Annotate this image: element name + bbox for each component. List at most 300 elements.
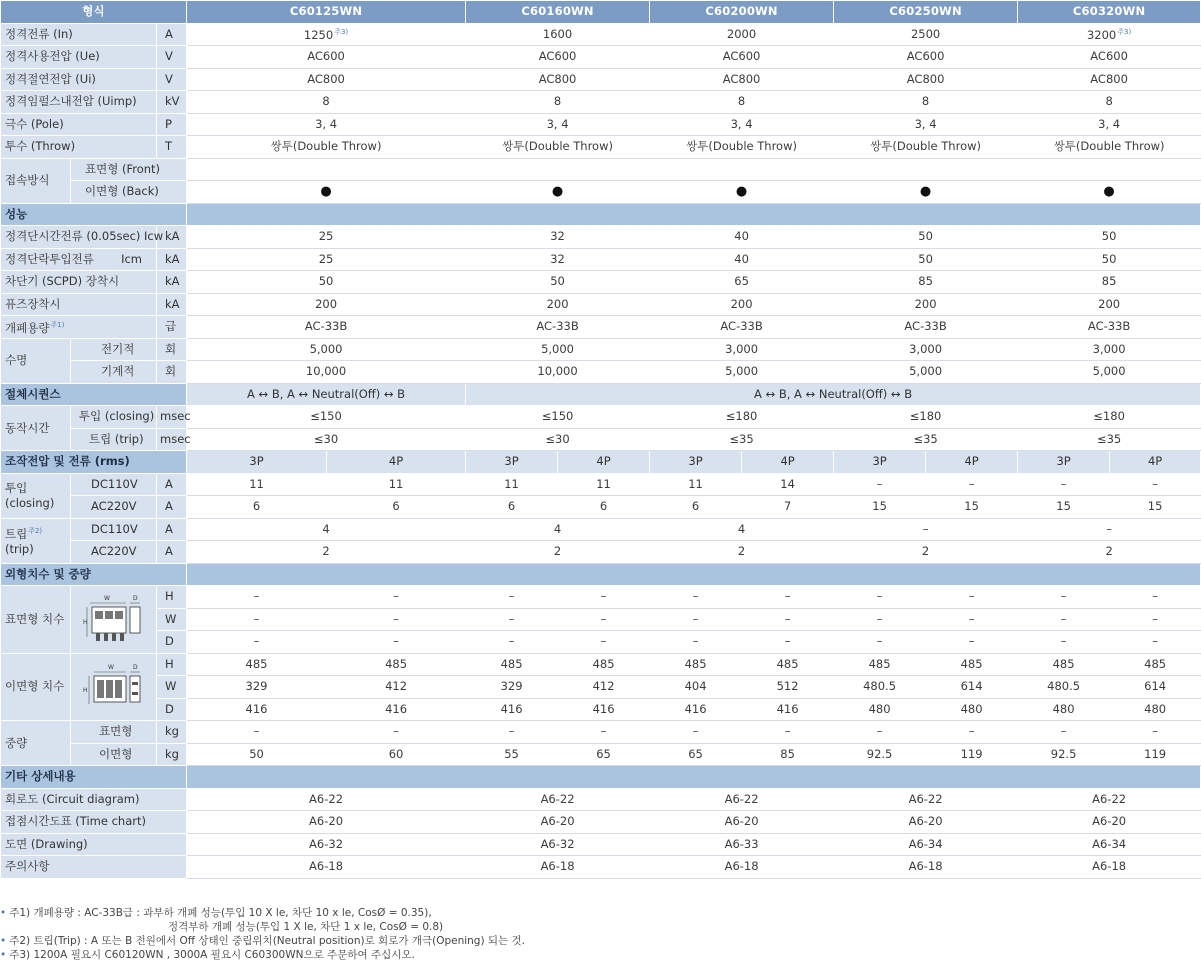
page-reference: A6-34 — [834, 833, 1018, 856]
table-cell — [1018, 158, 1201, 181]
unit-label: kV — [157, 91, 187, 114]
row-label: 퓨즈장착시 — [1, 293, 157, 316]
row-label: 투입 (closing) — [1, 473, 71, 518]
table-cell: AC600 — [650, 46, 834, 69]
page-reference: A6-18 — [1018, 856, 1201, 879]
table-cell: 85 — [742, 743, 834, 766]
table-cell: AC800 — [187, 68, 466, 91]
unit-label: P — [157, 113, 187, 136]
table-cell — [187, 158, 466, 181]
table-cell: 15 — [926, 496, 1018, 519]
table-cell: – — [466, 631, 558, 654]
table-cell: – — [558, 631, 650, 654]
table-cell: 485 — [742, 653, 834, 676]
table-cell: – — [926, 473, 1018, 496]
table-cell: ≤180 — [834, 406, 1018, 429]
table-cell: – — [558, 721, 650, 744]
table-cell: AC600 — [187, 46, 466, 69]
unit-label: msec — [157, 428, 187, 451]
row-label: 도면 (Drawing) — [1, 833, 187, 856]
table-cell: – — [834, 473, 926, 496]
table-cell: 416 — [187, 698, 327, 721]
table-cell: 480 — [834, 698, 926, 721]
page-reference: A6-33 — [650, 833, 834, 856]
table-cell: 404 — [650, 676, 742, 699]
sub-label: 기계적 — [71, 361, 157, 384]
table-cell: 416 — [650, 698, 742, 721]
table-cell: – — [834, 586, 926, 609]
section-title: 성능 — [1, 203, 187, 226]
table-cell: 614 — [926, 676, 1018, 699]
table-row — [1, 113, 1201, 136]
table-cell: 119 — [926, 743, 1018, 766]
table-cell: 1600 — [466, 23, 650, 46]
table-cell: – — [466, 586, 558, 609]
pole-label: 3P — [834, 451, 926, 474]
table-cell: 480.5 — [1018, 676, 1110, 699]
bullet-mark: ● — [650, 181, 834, 204]
table-cell: – — [1018, 518, 1201, 541]
table-cell: AC800 — [650, 68, 834, 91]
table-cell: 14 — [742, 473, 834, 496]
table-row — [1, 811, 1201, 834]
table-cell: 8 — [834, 91, 1018, 114]
unit-label: T — [157, 136, 187, 159]
table-cell: – — [926, 608, 1018, 631]
page-reference: A6-22 — [650, 788, 834, 811]
table-cell: 65 — [558, 743, 650, 766]
sub-label: 이면형 — [71, 743, 157, 766]
table-row — [1, 428, 1201, 451]
row-label: 동작시간 — [1, 406, 71, 451]
table-cell: 200 — [187, 293, 466, 316]
unit-label: H — [157, 653, 187, 676]
unit-label: A — [157, 518, 187, 541]
table-cell: 4 — [187, 518, 466, 541]
section-row — [1, 383, 1201, 406]
footnote: • 주1) 개폐용량 : AC-33B급 : 과부하 개폐 성능(투입 10 X le, 차단 10 x le, CosØ = 0.35), — [0, 907, 432, 919]
table-cell: AC800 — [834, 68, 1018, 91]
page-reference: A6-20 — [1018, 811, 1201, 834]
sub-label: AC220V — [71, 541, 157, 564]
table-cell: 10,000 — [466, 361, 650, 384]
table-cell: – — [327, 631, 466, 654]
table-cell: 3,000 — [1018, 338, 1201, 361]
section-row — [1, 203, 1201, 226]
sub-label: DC110V — [71, 473, 157, 496]
row-label: 이면형 치수 — [1, 653, 71, 721]
table-cell: 15 — [1018, 496, 1110, 519]
table-cell: 3, 4 — [466, 113, 650, 136]
table-cell: AC-33B — [187, 316, 466, 339]
table-cell: – — [926, 586, 1018, 609]
table-cell: 485 — [558, 653, 650, 676]
svg-text:W: W — [107, 663, 114, 671]
table-cell: 3, 4 — [187, 113, 466, 136]
table-cell: 6 — [187, 496, 327, 519]
table-cell: – — [1110, 473, 1201, 496]
unit-label: A — [157, 541, 187, 564]
sub-label: 표면형 — [71, 721, 157, 744]
table-cell: 5,000 — [187, 338, 466, 361]
table-cell: AC800 — [466, 68, 650, 91]
sub-label: DC110V — [71, 518, 157, 541]
bullet-icon: • — [0, 935, 7, 947]
table-cell: ≤180 — [650, 406, 834, 429]
table-cell: 485 — [187, 653, 327, 676]
table-cell: 4 — [650, 518, 834, 541]
table-cell: 6 — [466, 496, 558, 519]
table-cell: 11 — [558, 473, 650, 496]
table-cell: 200 — [650, 293, 834, 316]
svg-text:H: H — [82, 686, 88, 694]
pole-label: 4P — [558, 451, 650, 474]
table-cell: 11 — [187, 473, 327, 496]
table-cell: 412 — [558, 676, 650, 699]
table-cell: 10,000 — [187, 361, 466, 384]
row-label: 투수 (Throw) — [1, 136, 157, 159]
table-cell: 55 — [466, 743, 558, 766]
bullet-mark: ● — [187, 181, 466, 204]
note-marker: 주1) — [50, 320, 65, 329]
table-cell — [466, 158, 650, 181]
table-cell: 416 — [742, 698, 834, 721]
table-cell: $3200^{주3)}$ — [1018, 23, 1201, 46]
sub-label: 이면형 (Back) — [71, 181, 187, 204]
svg-text:D: D — [132, 595, 138, 603]
table-cell: – — [926, 721, 1018, 744]
svg-text:W: W — [103, 595, 110, 603]
table-cell: AC-33B — [834, 316, 1018, 339]
type-header: 형식 — [1, 1, 187, 24]
page-reference: A6-18 — [466, 856, 650, 879]
table-cell: – — [926, 631, 1018, 654]
row-label: 정격임펄스내전압 (Uimp) — [1, 91, 157, 114]
section-title: 조작전압 및 전류 (rms) — [1, 451, 187, 474]
table-cell: 485 — [466, 653, 558, 676]
table-cell: – — [466, 721, 558, 744]
table-cell: 50 — [834, 248, 1018, 271]
table-cell: 50 — [1018, 248, 1201, 271]
table-row — [1, 631, 1201, 654]
bullet-mark: ● — [834, 181, 1018, 204]
table-cell: AC-33B — [1018, 316, 1201, 339]
table-cell: 6 — [327, 496, 466, 519]
table-cell: – — [1018, 473, 1110, 496]
table-cell: 15 — [1110, 496, 1201, 519]
pole-label: 4P — [1110, 451, 1201, 474]
table-cell — [834, 158, 1018, 181]
table-cell: – — [834, 721, 926, 744]
table-cell: 412 — [327, 676, 466, 699]
table-row — [1, 833, 1201, 856]
table-row — [1, 856, 1201, 879]
table-cell: 40 — [650, 248, 834, 271]
unit-label: kA — [157, 226, 187, 249]
table-cell: – — [558, 608, 650, 631]
table-cell: – — [650, 586, 742, 609]
pole-label: 4P — [926, 451, 1018, 474]
table-cell: 32 — [466, 226, 650, 249]
table-cell: – — [742, 631, 834, 654]
table-cell: 85 — [1018, 271, 1201, 294]
table-cell: 512 — [742, 676, 834, 699]
unit-label: W — [157, 676, 187, 699]
table-cell: – — [650, 631, 742, 654]
pole-label: 4P — [742, 451, 834, 474]
section-row — [1, 766, 1201, 789]
bullet-icon: • — [0, 907, 7, 919]
row-label: 개폐용량$^{주1)}$ — [1, 316, 157, 339]
table-cell: 25 — [187, 226, 466, 249]
footnotes — [0, 906, 1200, 962]
table-cell: – — [1110, 631, 1201, 654]
table-cell: 11 — [327, 473, 466, 496]
table-cell: 32 — [466, 248, 650, 271]
table-cell: 480 — [926, 698, 1018, 721]
table-cell: – — [1110, 721, 1201, 744]
sub-label: 트립 (trip) — [71, 428, 157, 451]
page-reference: A6-22 — [466, 788, 650, 811]
row-label: 정격단락투입전류 Icm — [1, 248, 157, 271]
unit-label: 회 — [157, 338, 187, 361]
table-cell: 200 — [466, 293, 650, 316]
table-cell: ≤150 — [466, 406, 650, 429]
header-row — [1, 1, 1201, 24]
table-row — [1, 788, 1201, 811]
symbol-label: Icm — [121, 251, 142, 266]
unit-label: 급 — [157, 316, 187, 339]
table-cell: 416 — [327, 698, 466, 721]
sub-label: 투입 (closing) — [71, 406, 157, 429]
table-cell: 485 — [327, 653, 466, 676]
sub-label: AC220V — [71, 496, 157, 519]
table-cell — [650, 158, 834, 181]
table-cell: 50 — [466, 271, 650, 294]
table-cell: 50 — [187, 743, 327, 766]
unit-label: H — [157, 586, 187, 609]
model-header: C60320WN — [1018, 1, 1201, 24]
table-cell: 614 — [1110, 676, 1201, 699]
page-reference: A6-22 — [834, 788, 1018, 811]
table-cell: 200 — [834, 293, 1018, 316]
table-cell: ≤150 — [187, 406, 466, 429]
table-cell: 92.5 — [834, 743, 926, 766]
table-cell: – — [327, 721, 466, 744]
table-row — [1, 248, 1201, 271]
table-cell: – — [1018, 586, 1110, 609]
table-cell: 쌍투(Double Throw) — [834, 136, 1018, 159]
svg-text:D: D — [132, 663, 138, 671]
page-reference: A6-32 — [187, 833, 466, 856]
table-cell: 7 — [742, 496, 834, 519]
bullet-mark: ● — [1018, 181, 1201, 204]
table-cell: ≤35 — [834, 428, 1018, 451]
table-cell: 8 — [466, 91, 650, 114]
table-cell: – — [742, 608, 834, 631]
table-cell: – — [1110, 608, 1201, 631]
page-reference: A6-20 — [650, 811, 834, 834]
sequence-cell: A ↔ B, A ↔ Neutral(Off) ↔ B — [187, 383, 466, 406]
table-cell: 2 — [834, 541, 1018, 564]
page-reference: A6-18 — [650, 856, 834, 879]
table-cell: – — [834, 608, 926, 631]
table-cell: 50 — [187, 271, 466, 294]
unit-label: V — [157, 68, 187, 91]
table-cell: 60 — [327, 743, 466, 766]
model-header: C60125WN — [187, 1, 466, 24]
table-cell: 8 — [1018, 91, 1201, 114]
note-marker: 주3) — [1117, 28, 1132, 37]
table-cell: 2500 — [834, 23, 1018, 46]
note-marker: 주2) — [28, 527, 43, 536]
unit-label: D — [157, 631, 187, 654]
table-cell: 480.5 — [834, 676, 926, 699]
table-cell: 5,000 — [650, 361, 834, 384]
table-cell: 40 — [650, 226, 834, 249]
table-cell: – — [1110, 586, 1201, 609]
table-cell: – — [742, 721, 834, 744]
table-cell: – — [187, 631, 327, 654]
unit-label: kA — [157, 293, 187, 316]
section-title: 기타 상세내용 — [1, 766, 187, 789]
pole-label: 3P — [187, 451, 327, 474]
table-cell: 2 — [650, 541, 834, 564]
page-reference: A6-22 — [1018, 788, 1201, 811]
bullet-icon: • — [0, 949, 7, 961]
table-cell: 92.5 — [1018, 743, 1110, 766]
unit-label: kA — [157, 271, 187, 294]
breaker-front-icon — [82, 593, 146, 645]
sub-label: 표면형 (Front) — [71, 158, 187, 181]
table-cell: 8 — [187, 91, 466, 114]
row-label: 정격사용전압 (Ue) — [1, 46, 157, 69]
table-cell: 480 — [1110, 698, 1201, 721]
table-cell: ≤35 — [650, 428, 834, 451]
row-label: 중량 — [1, 721, 71, 766]
page-reference: A6-20 — [834, 811, 1018, 834]
table-cell: 50 — [834, 226, 1018, 249]
pole-label: 3P — [650, 451, 742, 474]
table-cell: 65 — [650, 743, 742, 766]
table-row — [1, 23, 1201, 46]
table-cell: – — [327, 586, 466, 609]
unit-label: D — [157, 698, 187, 721]
page-reference: A6-34 — [1018, 833, 1201, 856]
table-cell: 485 — [1110, 653, 1201, 676]
table-row — [1, 91, 1201, 114]
row-label: 표면형 치수 — [1, 586, 71, 654]
table-cell: 11 — [650, 473, 742, 496]
table-row — [1, 46, 1201, 69]
table-cell: 485 — [650, 653, 742, 676]
unit-label: A — [157, 496, 187, 519]
back-dimension-diagram — [71, 653, 157, 721]
table-row — [1, 721, 1201, 744]
table-cell: AC600 — [1018, 46, 1201, 69]
row-label: 접점시간도표 (Time chart) — [1, 811, 187, 834]
table-row — [1, 496, 1201, 519]
table-cell: – — [187, 586, 327, 609]
table-row — [1, 676, 1201, 699]
row-label: 차단기 (SCPD) 장착시 — [1, 271, 157, 294]
table-cell: AC-33B — [466, 316, 650, 339]
row-label: 정격전류 (In) — [1, 23, 157, 46]
page-reference: A6-18 — [187, 856, 466, 879]
table-row — [1, 586, 1201, 609]
row-label: 회로도 (Circuit diagram) — [1, 788, 187, 811]
unit-label: kA — [157, 248, 187, 271]
section-title: 외형치수 및 중량 — [1, 563, 187, 586]
table-cell: ≤30 — [466, 428, 650, 451]
table-row — [1, 181, 1201, 204]
table-cell: – — [187, 721, 327, 744]
table-cell: 쌍투(Double Throw) — [1018, 136, 1201, 159]
table-cell: 5,000 — [466, 338, 650, 361]
table-cell: – — [834, 631, 926, 654]
unit-label: A — [157, 23, 187, 46]
table-cell: – — [650, 608, 742, 631]
table-cell: – — [650, 721, 742, 744]
table-row — [1, 158, 1201, 181]
table-cell: 329 — [187, 676, 327, 699]
model-header: C60200WN — [650, 1, 834, 24]
sub-label: 전기적 — [71, 338, 157, 361]
page-reference: A6-20 — [187, 811, 466, 834]
footnote: • 주2) 트립(Trip) : A 또는 B 전원에서 Off 상태인 중립위치(Neutral position)로 회로가 개극(Opening) 되는 것. — [0, 935, 526, 947]
table-cell: 8 — [650, 91, 834, 114]
svg-text:H: H — [82, 619, 88, 627]
table-cell: 2 — [1018, 541, 1201, 564]
table-cell: – — [466, 608, 558, 631]
page-reference: A6-22 — [187, 788, 466, 811]
table-row — [1, 406, 1201, 429]
table-row — [1, 653, 1201, 676]
unit-label: 회 — [157, 361, 187, 384]
unit-label: A — [157, 473, 187, 496]
table-row — [1, 316, 1201, 339]
table-cell: 200 — [1018, 293, 1201, 316]
table-cell: 6 — [558, 496, 650, 519]
table-cell: 쌍투(Double Throw) — [187, 136, 466, 159]
table-cell: 쌍투(Double Throw) — [466, 136, 650, 159]
table-cell: 416 — [558, 698, 650, 721]
table-cell: $1250^{주3)}$ — [187, 23, 466, 46]
table-row — [1, 338, 1201, 361]
pole-label: 3P — [466, 451, 558, 474]
section-row — [1, 563, 1201, 586]
table-cell: – — [742, 586, 834, 609]
table-cell: 329 — [466, 676, 558, 699]
table-cell: – — [1018, 631, 1110, 654]
table-cell: 15 — [834, 496, 926, 519]
footnote: • 주3) 1200A 필요시 C60120WN , 3000A 필요시 C60300WN으로 주문하여 주십시오. — [0, 949, 415, 961]
table-cell: AC600 — [466, 46, 650, 69]
table-row — [1, 293, 1201, 316]
bullet-mark: ● — [466, 181, 650, 204]
table-cell: AC800 — [1018, 68, 1201, 91]
row-label: 주의사항 — [1, 856, 187, 879]
page-reference: A6-32 — [466, 833, 650, 856]
pole-label: 3P — [1018, 451, 1110, 474]
row-label: 정격절연전압 (Ui) — [1, 68, 157, 91]
table-cell: – — [1018, 608, 1110, 631]
unit-label: kg — [157, 743, 187, 766]
table-row — [1, 271, 1201, 294]
table-cell: 쌍투(Double Throw) — [650, 136, 834, 159]
unit-label: W — [157, 608, 187, 631]
table-cell: 2 — [187, 541, 466, 564]
